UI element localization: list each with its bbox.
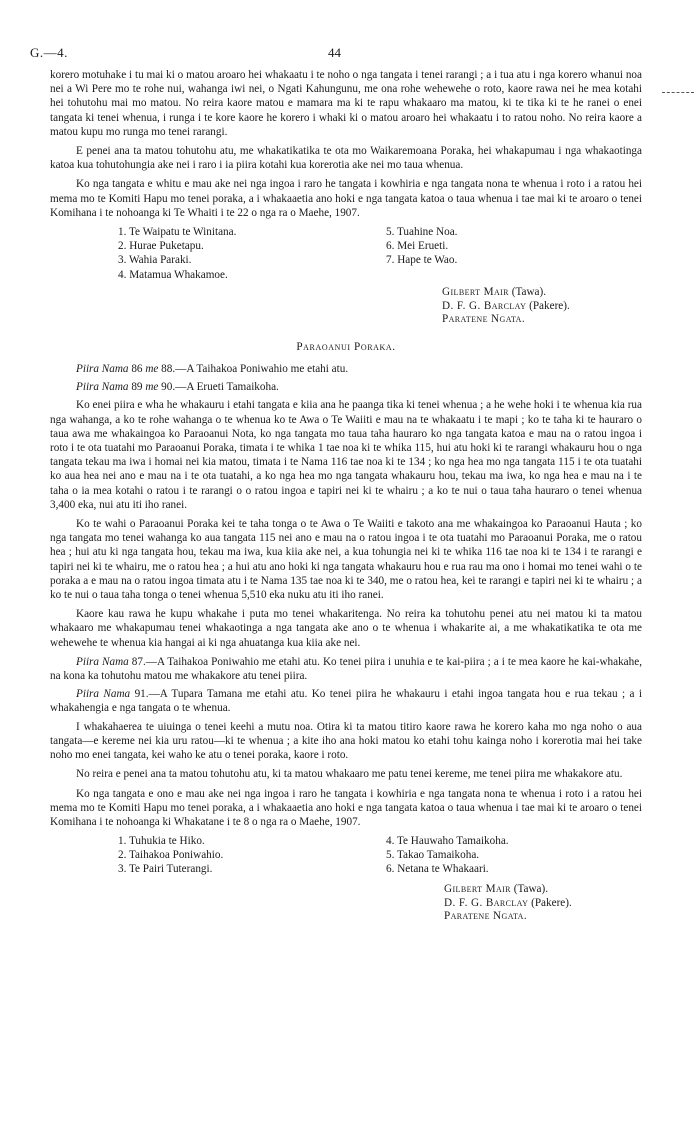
signature-role: . — [521, 313, 525, 326]
page-number: 44 — [328, 45, 341, 60]
signature-name: Paratene Ngata — [442, 313, 522, 326]
petition-label: Piira Nama — [76, 381, 129, 394]
petition-text: —A Erueti Tamaikoha. — [175, 381, 279, 394]
petition-number: 90. — [161, 381, 176, 394]
signature-name: Gilbert Mair — [442, 286, 509, 299]
list-item: 3. Wahia Paraki. — [118, 254, 192, 267]
document-code: G.—4. — [30, 45, 68, 60]
list-column-left — [118, 834, 223, 877]
petition-number: 91. — [134, 688, 149, 701]
signature — [444, 882, 642, 896]
list-item: 5. Takao Tamaikoha. — [386, 849, 480, 862]
list-item: 7. Hape te Wao. — [386, 254, 458, 267]
paragraph: No reira e penei ana ta matou tohutohu atu, ki ta matou whakaaro me patu tenei kereme, me tenei piira me whakakore atu. — [76, 768, 623, 781]
list-column-left — [118, 225, 236, 282]
petition-text: —A Taihakoa Poniwahio me etahi atu. — [175, 363, 349, 376]
list-item: 2. Hurae Puketapu. — [118, 240, 204, 253]
signature-name: Gilbert Mair — [444, 883, 511, 896]
petition-number: 86 — [131, 363, 143, 376]
signature-role: (Tawa). — [513, 883, 549, 896]
paragraph: E penei ana ta matou tohutohu atu, me whakatikatika te ota mo Waikaremoana Poraka, hei whakapumau i nga whakaotinga katoa kua tohutohungia ake nei i raro i ia piira kotahi kua korerotia ake nei mo taua whenua. — [50, 145, 642, 172]
paragraph: Ko te wahi o Paraoanui Poraka kei te taha tonga o te Awa o Te Waiiti e takoto ana me whakaingoa ko Paraoanui Hauta ; ko nga tangata mo tenei wahanga ko aua tangata 115 nei ano e mau na o ratou ingoa i te ota tuatahi mo Paraoanui Poraka, me o ratou hea ; hui atu ki nga tangata hou, tekau ma iwa, kua kiia ake nei, a kua tohungia nei ki te whika 116 tae noa ki te 134 i te rarangi e tapiri nei ki te whairu, me o ratou hea ; a hui atu ano hoki ki nga tangata whakauru hou e rua rau ma ono i homai mo tenei wahi o te poraka a e mau na o ratou ingoa timata atu i te Nama 135 tae noa ki te 340, me o ratou hea, kei te rarangi e tapiri nei ki te whairu ; a ko te nui o taua taha tonga o tenei whenua 5,510 eka nuku atu iti iho ranei. — [50, 518, 642, 602]
signature — [442, 299, 642, 313]
signature — [442, 285, 642, 299]
paragraph: I whakahaerea te uiuinga o tenei keehi a mutu noa. Otira ki ta matou titiro kaore rawa he korero kaha mo nga noho o aua tangata—e kereme nei kia uru ratou—ki te whenua ; a kite iho ana hoki matou ko etahi tohu kainga noho i korerotia mai hei take noho mo enei tangata, kei waho ke atu o tenei poraka, kaore i roto. — [50, 720, 642, 762]
section-title: Paraoanui Poraka. — [296, 340, 396, 353]
list-item: 4. Te Hauwaho Tamaikoha. — [386, 835, 509, 848]
list-item: 1. Tuhukia te Hiko. — [118, 835, 205, 848]
petition-heading — [50, 362, 642, 376]
paragraph: Ko enei piira e wha he whakauru i etahi tangata e kiia ana he paanga tika ki tenei whenua ; a he wehe hoki i te whenua kia rua nga wahanga, a ko te rohe wahanga o te whenua ko te Awa o Te Waiiti e mau na te whakaatu i te mapi ; ko te taha ki te hauraro o taua awa me whakaingoa ko Paraoanui Nota, ko nga tangata mo taua taha hauraro ko nga tangata katoa e mau na o ratou ingoa i roto i te ota tuatahi mo Paraoanui Poraka, timata i te whika 1 tae noa ki te whika 115, hui atu hoki ki te rarangi whakauru hou o nga tangata tekau ma iwa i homai nei kia matou, timata i te Nama 116 tae noa ki te 134 ; ko nga hea mo nga tangata 115 i te ota tuatahi ko aua hea nei ano e mau na i te ota tuatahi, a ko nga hea mo nga tangata whakauru hou, tekau ma iwa, ko nga hea e mau na i te taha o ia mea kotahi o ratou i te rarangi o o ratou ingoa e tapiri nei ki te whairu ; a ko te nui o taua taha hauraro o tenei whenua 3,400 eka, nui atu iti iho ranei. — [50, 399, 642, 511]
signature-name: D. F. G. Barclay — [442, 299, 527, 312]
petition-conjunction: me — [145, 381, 159, 394]
list-item: 1. Te Waipatu te Winitana. — [118, 226, 237, 239]
paragraph: Ko nga tangata e whitu e mau ake nei nga ingoa i raro he tangata i kowhiria e nga tangata nona te whenua i roto i a ratou hei mema mo te Komiti Hapu mo tenei poraka, a i whakaaetia ano hoki e nga tangata katoa o taua whenua i tae mai ki te aroaro o tenei Komihana i te nohoanga ki Te Whaiti i te 22 o nga ra o Maehe, 1907. — [50, 178, 642, 219]
list-column-right — [386, 225, 457, 268]
paragraph: korero motuhake i tu mai ki o matou aroaro hei whakaatu i te noho o nga tangata i tenei rarangi ; a i tua atu i nga korero whanui noa nei a Wi Pere mo te rohe nui, wahanga iwi nei, o Ngati Kahungunu, me ona rohe wehewehe o roto, kaore rawa nei he mea kotahi hei tohutohu mai mo matou. No reira kaore matou e mamara ma ki te rapu whakaaro ma matou, ki te tika ki te he ranei o enei tangata ki tenei whenua, i runga i te kore kaore he korero i whaki ki o matou aroaro hei whakaatu i to ratou noho. No reira kaore a matou kupu mo runga mo tenei rarangi. — [50, 69, 642, 138]
petition-label: Piira Nama — [76, 655, 129, 668]
signature-role: (Tawa). — [511, 286, 547, 299]
paragraph: Kaore kau rawa he kupu whakahe i puta mo tenei whakaritenga. No reira ka tohutohu penei atu nei matou ki ta matou whakaaro me whakapumau tenei whakaotinga a nga tangata ake ano o te whenua i whakarite ai, a me whakatikatika te ota me wehewehe te whenua kia hangai ai ki nga ahuatanga kua kiia ake nei. — [50, 608, 642, 649]
petition-paragraph — [50, 687, 642, 715]
margin-mark — [662, 92, 694, 94]
signature-role: (Pakere). — [529, 299, 570, 312]
committee-list-1 — [50, 225, 642, 283]
petition-paragraph — [50, 655, 642, 683]
list-item: 5. Tuahine Noa. — [386, 226, 458, 239]
signature-role: . — [523, 910, 527, 923]
page-body — [50, 68, 642, 929]
page-header — [30, 46, 670, 64]
signature-block-2 — [444, 882, 642, 923]
signature-block-1 — [442, 285, 642, 326]
committee-list-2 — [50, 834, 642, 880]
signature — [442, 312, 642, 326]
petition-text: —A Tupara Tamana me etahi atu. Ko tenei piira he whakauru i etahi ingoa tangata hou e rua tekau ; a i whakahengia e nga tangata o te whenua. — [50, 688, 642, 715]
list-column-right — [386, 834, 509, 877]
list-item: 6. Netana te Whakaari. — [386, 863, 489, 876]
list-item: 3. Te Pairi Tuterangi. — [118, 863, 213, 876]
petition-conjunction: me — [145, 363, 159, 376]
list-item: 6. Mei Erueti. — [386, 240, 449, 253]
signature — [444, 896, 642, 910]
petition-number: 89 — [131, 381, 143, 394]
petition-label: Piira Nama — [76, 688, 131, 701]
signature-name: Paratene Ngata — [444, 910, 524, 923]
petition-number: 88. — [161, 363, 176, 376]
list-item: 4. Matamua Whakamoe. — [118, 268, 228, 281]
signature — [444, 909, 642, 923]
list-item: 2. Taihakoa Poniwahio. — [118, 849, 224, 862]
petition-number: 87. — [131, 655, 146, 668]
petition-label: Piira Nama — [76, 363, 129, 376]
signature-name: D. F. G. Barclay — [444, 896, 529, 909]
signature-role: (Pakere). — [531, 896, 572, 909]
petition-text: —A Taihakoa Poniwahio me etahi atu. Ko tenei piira i unuhia e te kai-piira ; a i te mea kaore he kai-whakahe, na kona ka tohutohu matou me whakakore atu tenei piira. — [50, 655, 642, 683]
petition-heading — [50, 380, 642, 394]
paragraph: Ko nga tangata e ono e mau ake nei nga ingoa i raro he tangata i kowhiria e nga tangata nona te whenua i roto i a ratou hei mema mo te Komiti Hapu mo tenei poraka, a i whakaaetia ano hoki e nga tangata katoa o taua whenua i tae mai ki te aroaro o tenei Komihana i te nohoanga ki Whakatane i te 8 o nga ra o Maehe, 1907. — [50, 787, 642, 828]
